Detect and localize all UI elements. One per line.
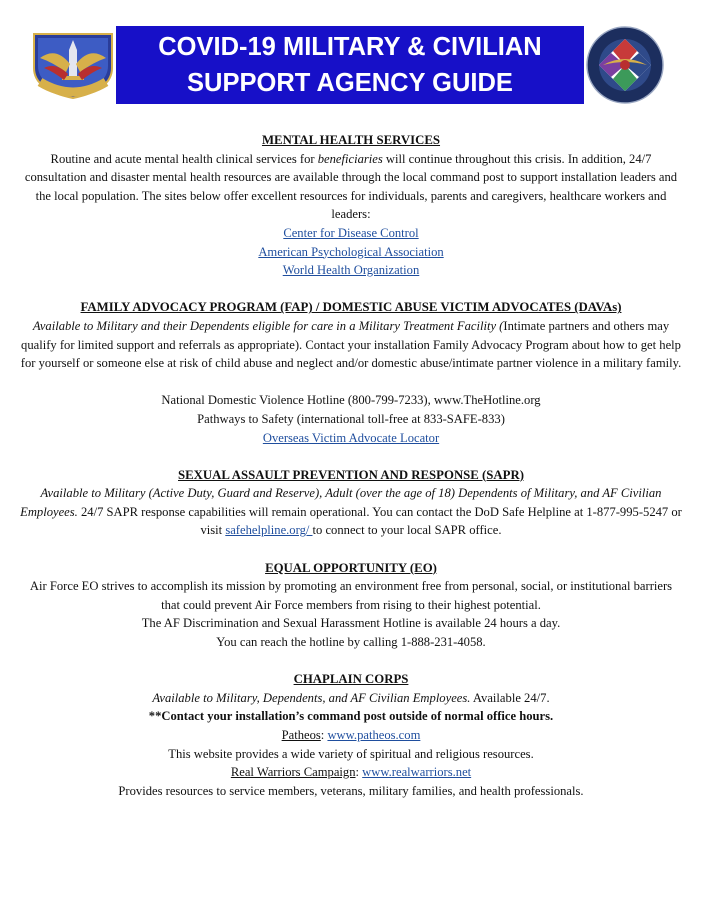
patheos-line [20, 726, 682, 745]
chaplain-title: CHAPLAIN CORPS [293, 672, 409, 687]
sapr-text-b: to connect to your local SAPR office. [312, 523, 502, 538]
patheos-link[interactable]: www.patheos.com [327, 728, 421, 742]
title-line-1: COVID-19 MILITARY & CIVILIAN [158, 33, 542, 61]
fap-section [20, 298, 682, 447]
mental-health-text-b: will continue throughout this crisis. In addition, 24/7 consultation and disaster mental health resources are available through the local command post to support installation leaders and the local population. The sites below offer excellent resources for individuals, parents and caregivers, healthcare workers and leaders: [24, 151, 678, 222]
fap-title: FAMILY ADVOCACY PROGRAM (FAP) / DOMESTIC ABUSE VICTIM ADVOCATES (DAVAs) [80, 300, 622, 315]
title-line-2: SUPPORT AGENCY GUIDE [187, 69, 513, 97]
header [0, 0, 701, 112]
fap-paragraph [20, 317, 682, 373]
eo-paragraph-1: Air Force EO strives to accomplish its mission by promoting an environment free from personal, social, or institutional barriers that could prevent Air Force members from rising to their highest potential. [29, 579, 673, 612]
mental-health-title: MENTAL HEALTH SERVICES [261, 133, 441, 147]
real-warriors-separator: : [355, 765, 363, 780]
cdc-link[interactable]: Center for Disease Control [283, 225, 419, 240]
real-warriors-description: Provides resources to service members, veterans, military families, and health professionals. [118, 783, 584, 798]
apa-link[interactable]: American Psychological Association [258, 244, 444, 259]
comprehensive-fitness-seal-icon [585, 25, 665, 105]
mental-health-text-a: Routine and acute mental health clinical services for [50, 151, 318, 166]
pathways-text: Pathways to Safety (international toll-free at 833-SAFE-833) [197, 411, 505, 426]
sapr-paragraph [20, 484, 682, 540]
mental-health-paragraph [20, 150, 682, 224]
hotline-text: National Domestic Violence Hotline (800-799-7233), www.TheHotline.org [161, 393, 541, 408]
title-banner [116, 26, 584, 104]
eo-title: EQUAL OPPORTUNITY (EO) [265, 560, 437, 575]
mental-health-text-italic: beneficiaries [317, 151, 383, 166]
real-warriors-label: Real Warriors Campaign [230, 765, 356, 780]
air-combat-command-shield-icon [30, 28, 116, 100]
sapr-section [20, 466, 682, 540]
patheos-label: Patheos [281, 728, 321, 742]
who-link[interactable]: World Health Organization [282, 263, 420, 278]
chaplain-contact-note: **Contact your installation’s command post outside of normal office hours. [148, 709, 554, 724]
eo-paragraph-2: The AF Discrimination and Sexual Harassment Hotline is available 24 hours a day. [141, 616, 561, 631]
fap-text-italic: Available to Military and their Dependents eligible for care in a Military Treatment Facility ( [32, 318, 504, 333]
fap-text: Intimate partners and others may qualify for limited support and referrals as appropriate). Contact your installation Family Advocacy Program about how to get help for yourself or someone else at risk of child abuse and neglect and/or domestic abuse/intimate partner violence in a military family. [20, 318, 682, 371]
real-warriors-link[interactable]: www.realwarriors.net [362, 765, 472, 780]
patheos-separator: : [320, 728, 328, 742]
eo-paragraph-3: You can reach the hotline by calling 1-888-231-4058. [216, 635, 486, 650]
chaplain-availability [20, 689, 682, 708]
victim-advocate-locator-link[interactable]: Overseas Victim Advocate Locator [262, 430, 440, 445]
sapr-text-a: 24/7 SAPR response capabilities will remain operational. You can contact the DoD Safe Helpline at 1-877-995-5247 or visit [77, 504, 682, 538]
chaplain-section [20, 670, 682, 800]
chaplain-availability-italic: Available to Military, Dependents, and AF Civilian Employees. [152, 690, 471, 705]
sapr-text-italic: Available to Military (Active Duty, Guard and Reserve), Adult (over the age of 18) Dependents of Military, and AF Civilian Employees. [20, 486, 662, 519]
eo-section [20, 559, 682, 652]
chaplain-availability-text: Available 24/7. [470, 690, 550, 705]
patheos-description: This website provides a wide variety of spiritual and religious resources. [168, 746, 534, 761]
sapr-title: SEXUAL ASSAULT PREVENTION AND RESPONSE (SAPR) [178, 467, 524, 482]
safehelpline-link[interactable]: safehelpline.org/ [225, 523, 313, 538]
mental-health-section [20, 131, 682, 280]
guide-content [20, 131, 682, 819]
real-warriors-line [20, 763, 682, 782]
